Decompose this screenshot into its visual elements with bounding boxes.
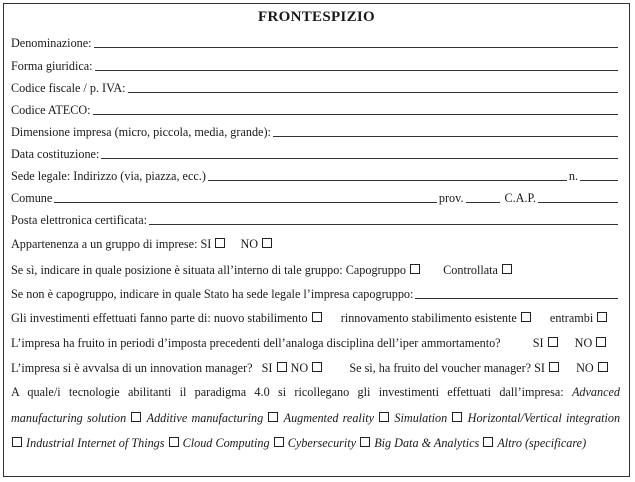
tecnologia-checkbox[interactable] bbox=[131, 412, 141, 422]
tecnologia-option: Advanced manufacturing solution bbox=[11, 385, 621, 425]
im-no-label: NO bbox=[290, 361, 309, 375]
cap-label: C.A.P. bbox=[504, 191, 536, 205]
gruppo-no-label: NO bbox=[240, 237, 259, 251]
im-no-checkbox[interactable] bbox=[312, 362, 322, 372]
iper-no-label: NO bbox=[574, 336, 593, 350]
row-sede-legale bbox=[11, 165, 620, 183]
row-codice-fiscale bbox=[11, 77, 620, 95]
innovation-manager-question: L’impresa si è avvalsa di un innovation manager? bbox=[11, 361, 253, 375]
pec-label: Posta elettronica certificata: bbox=[11, 213, 148, 227]
gruppo-si-checkbox[interactable] bbox=[215, 238, 225, 248]
data-costituzione-field[interactable] bbox=[101, 147, 618, 159]
codice-ateco-field[interactable] bbox=[93, 103, 618, 115]
comune-field[interactable] bbox=[54, 191, 437, 203]
stato-sede-field[interactable] bbox=[415, 287, 618, 299]
tecnologia-option: Cybersecurity bbox=[287, 436, 357, 450]
dimensione-label: Dimensione impresa (micro, piccola, media, grande): bbox=[11, 125, 271, 139]
entrambi-label: entrambi bbox=[549, 311, 594, 325]
codice-fiscale-label: Codice fiscale / p. IVA: bbox=[11, 81, 126, 95]
gruppo-no-checkbox[interactable] bbox=[262, 238, 272, 248]
tecnologia-option: Altro (specificare) bbox=[497, 436, 587, 450]
posizione-question: Se sì, indicare in quale posizione è situata all’interno di tale gruppo: Capogruppo bbox=[11, 263, 406, 277]
tecnologia-checkbox[interactable] bbox=[360, 437, 370, 447]
iper-si-checkbox[interactable] bbox=[548, 337, 558, 347]
forma-giuridica-label: Forma giuridica: bbox=[11, 59, 93, 73]
dimensione-field[interactable] bbox=[273, 125, 618, 137]
cap-field[interactable] bbox=[538, 191, 618, 203]
prov-field[interactable] bbox=[466, 191, 500, 203]
numero-field[interactable] bbox=[580, 169, 618, 181]
forma-giuridica-field[interactable] bbox=[95, 59, 618, 71]
row-innovation-manager bbox=[11, 357, 620, 375]
tecnologie-intro: A quale/i tecnologie abilitanti il paradigma 4.0 si ricollegano gli investimenti effettuati dall’impresa: bbox=[11, 385, 564, 399]
voucher-no-label: NO bbox=[576, 361, 594, 375]
iper-ammortamento-options bbox=[11, 336, 607, 350]
iper-si-label: SI bbox=[532, 336, 544, 350]
tecnologia-checkbox[interactable] bbox=[379, 412, 389, 422]
tecnologia-checkbox[interactable] bbox=[268, 412, 278, 422]
iper-ammortamento-question: L’impresa ha fruito in periodi d’imposta precedenti dell’analoga disciplina dell’iper ammortamento? bbox=[11, 336, 501, 350]
form-title: FRONTESPIZIO bbox=[258, 9, 375, 25]
row-stato-sede bbox=[11, 283, 620, 301]
rinnovamento-checkbox[interactable] bbox=[521, 312, 531, 322]
row-dimensione bbox=[11, 121, 620, 139]
tecnologia-checkbox[interactable] bbox=[169, 437, 179, 447]
voucher-no-checkbox[interactable] bbox=[598, 362, 608, 372]
entrambi-checkbox[interactable] bbox=[597, 312, 607, 322]
tecnologia-checkbox[interactable] bbox=[12, 437, 22, 447]
innovation-manager-options bbox=[11, 361, 609, 375]
sede-legale-field[interactable] bbox=[208, 169, 567, 181]
tecnologia-checkbox[interactable] bbox=[274, 437, 284, 447]
tecnologia-option: Cloud Computing bbox=[182, 436, 270, 450]
controllata-label: Controllata bbox=[443, 263, 498, 277]
voucher-si-label: SI bbox=[534, 361, 545, 375]
tecnologie-paragraph bbox=[11, 380, 620, 457]
comune-label: Comune bbox=[11, 191, 53, 205]
tecnologia-option: Augmented reality bbox=[283, 410, 375, 425]
prov-label: prov. bbox=[438, 191, 464, 205]
nuovo-stabilimento-checkbox[interactable] bbox=[312, 312, 322, 322]
posizione-options bbox=[11, 263, 513, 277]
row-gruppo bbox=[11, 233, 620, 251]
sede-legale-label: Sede legale: Indirizzo (via, piazza, ecc.) bbox=[11, 169, 206, 183]
tecnologia-checkbox[interactable] bbox=[452, 412, 462, 422]
denominazione-label: Denominazione: bbox=[11, 36, 92, 50]
im-si-label: SI bbox=[261, 361, 273, 375]
row-data-costituzione bbox=[11, 143, 620, 161]
row-forma-giuridica bbox=[11, 55, 620, 73]
tecnologia-option: Big Data & Analytics bbox=[374, 436, 480, 450]
gruppo-options bbox=[11, 237, 273, 251]
tecnologia-option: Industrial Internet of Things bbox=[26, 436, 165, 450]
row-comune bbox=[11, 187, 620, 205]
numero-label: n. bbox=[568, 169, 578, 183]
investimenti-question: Gli investimenti effettuati fanno parte di: nuovo stabilimento bbox=[11, 311, 308, 325]
row-denominazione bbox=[11, 32, 620, 50]
frontespizio-form bbox=[3, 3, 630, 477]
row-iper-ammortamento bbox=[11, 332, 620, 350]
investimenti-options bbox=[11, 311, 608, 325]
pec-field[interactable] bbox=[149, 213, 618, 225]
tecnologia-checkbox[interactable] bbox=[483, 437, 493, 447]
row-posizione bbox=[11, 259, 620, 277]
capogruppo-checkbox[interactable] bbox=[410, 264, 420, 274]
im-si-checkbox[interactable] bbox=[277, 362, 287, 372]
row-pec bbox=[11, 209, 620, 227]
voucher-question: Se sì, ha fruito del voucher manager? bbox=[349, 361, 532, 375]
gruppo-question: Appartenenza a un gruppo di imprese: SI bbox=[11, 237, 212, 251]
data-costituzione-label: Data costituzione: bbox=[11, 147, 100, 161]
row-codice-ateco bbox=[11, 99, 620, 117]
row-investimenti bbox=[11, 307, 620, 325]
iper-no-checkbox[interactable] bbox=[596, 337, 606, 347]
denominazione-field[interactable] bbox=[94, 36, 618, 48]
codice-fiscale-field[interactable] bbox=[128, 81, 618, 93]
stato-sede-question: Se non è capogruppo, indicare in quale Stato ha sede legale l’impresa capogruppo: bbox=[11, 287, 414, 301]
codice-ateco-label: Codice ATECO: bbox=[11, 103, 91, 117]
voucher-si-checkbox[interactable] bbox=[549, 362, 559, 372]
controllata-checkbox[interactable] bbox=[502, 264, 512, 274]
rinnovamento-label: rinnovamento stabilimento esistente bbox=[340, 311, 517, 325]
tecnologia-option: Additive manufacturing bbox=[146, 410, 264, 425]
tecnologia-option: Simulation bbox=[394, 410, 448, 425]
tecnologia-option: Horizontal/Vertical integration bbox=[467, 410, 621, 425]
